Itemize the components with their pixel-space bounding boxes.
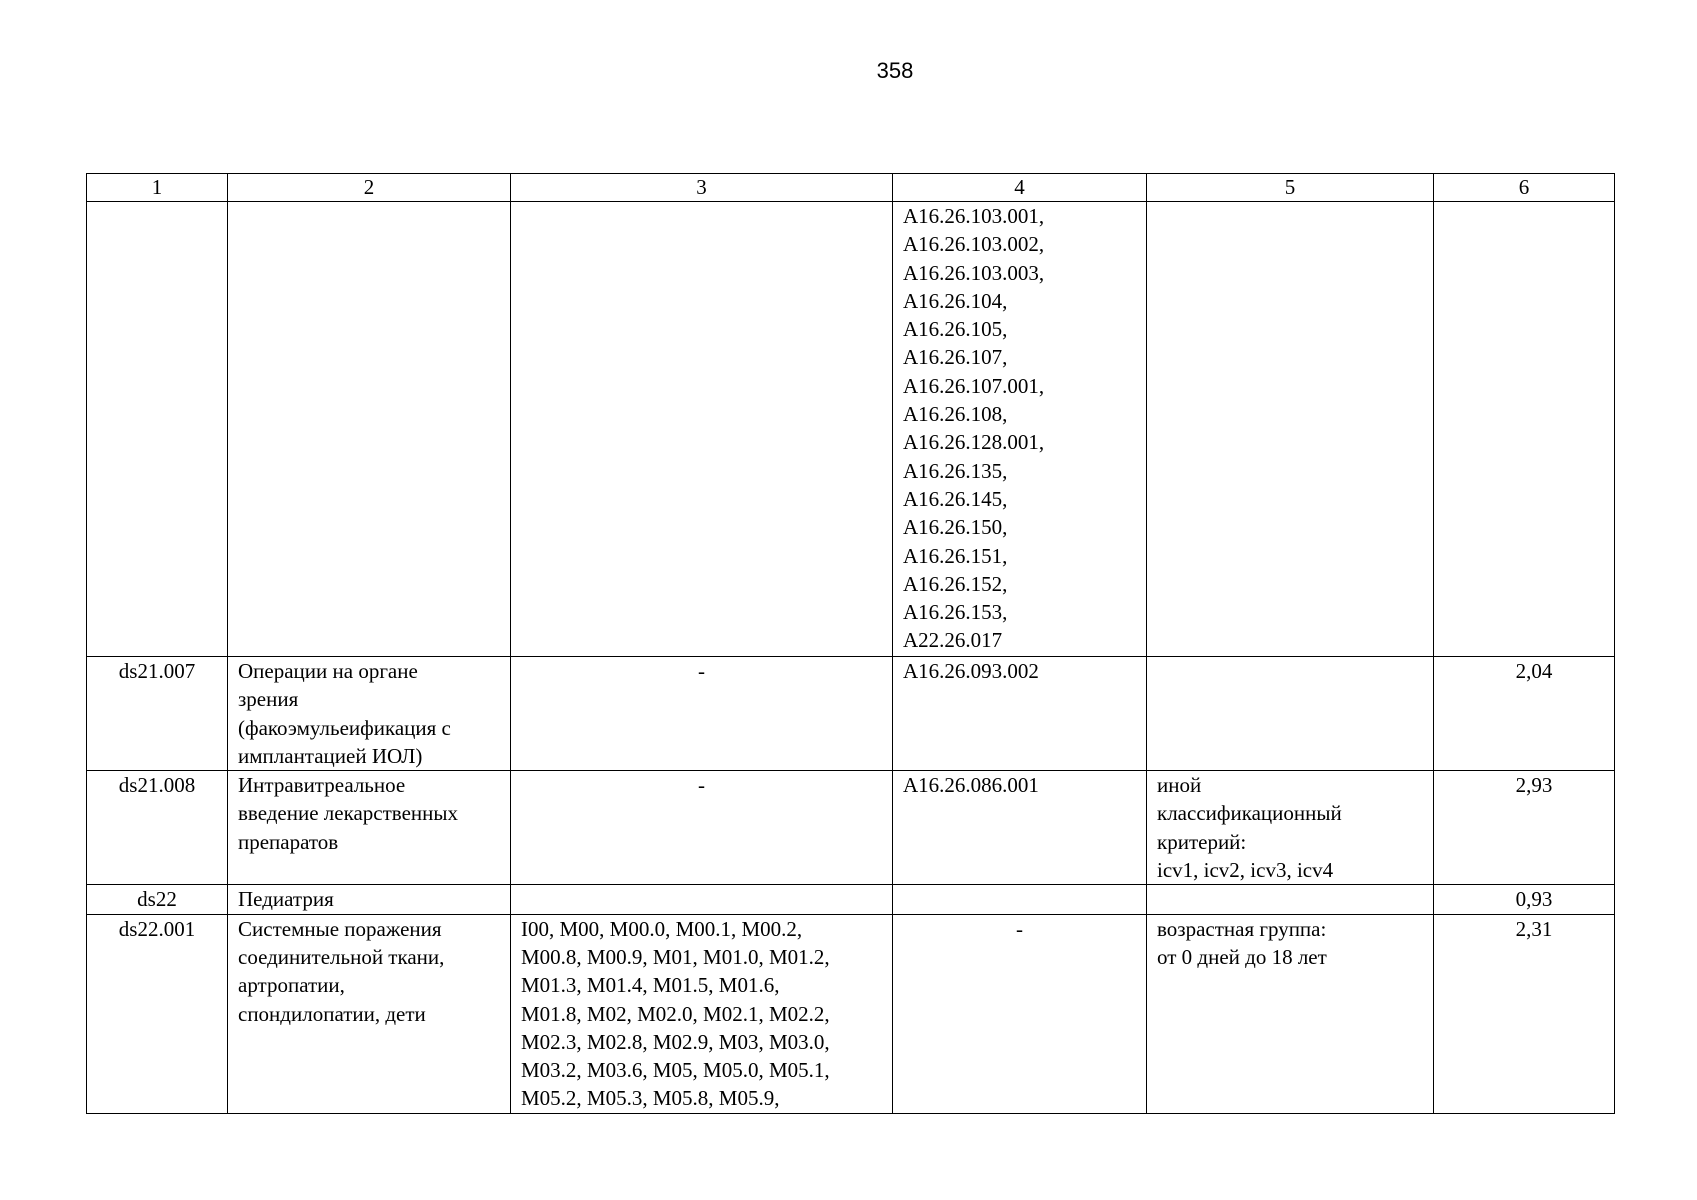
service-code: A16.26.103.002, [903,232,1045,257]
table-header-row [87,174,1615,202]
cell-name [228,885,511,914]
cell-name [228,657,511,771]
cell-services: A16.26.093.002 [893,657,1147,771]
service-code: A16.26.128.001, [903,430,1045,455]
table-row [87,202,1615,657]
service-code: A16.26.104, [903,288,1008,313]
cell-code: ds22 [87,885,228,914]
diagnosis-line: M00.8, M00.9, M01, M01.0, M01.2, [521,944,830,969]
cell-criteria [1147,771,1434,885]
service-code: A16.26.108, [903,402,1008,427]
cell-diagnosis: - [511,771,893,885]
service-code: A16.26.151, [903,543,1008,568]
service-code: A16.26.152, [903,571,1008,596]
column-header-4: 4 [893,174,1147,202]
name-line: соединительной ткани, [238,944,445,969]
service-code: A16.26.153, [903,600,1008,625]
cell-code: ds21.007 [87,657,228,771]
tariff-table [86,173,1615,1114]
cell-code: ds22.001 [87,914,228,1113]
name-line: артропатии, [238,973,345,998]
cell-code: ds21.008 [87,771,228,885]
name-line: спондилопатии, дети [238,1001,426,1026]
cell-services [893,885,1147,914]
cell-name [228,202,511,657]
criteria-line: иной [1157,773,1202,798]
column-header-2: 2 [228,174,511,202]
cell-diagnosis [511,202,893,657]
service-code: A16.26.135, [903,458,1008,483]
service-code: A16.26.107.001, [903,373,1045,398]
cell-services: A16.26.086.001 [893,771,1147,885]
table-row [87,914,1615,1113]
cell-diagnosis [511,914,893,1113]
page-number: 358 [876,58,914,83]
criteria-line: критерий: [1157,829,1247,854]
cell-coefficient: 2,93 [1434,771,1615,885]
criteria-line: возрастная группа: [1157,916,1327,941]
criteria-line: от 0 дней до 18 лет [1157,944,1327,969]
cell-diagnosis [511,885,893,914]
table-row [87,657,1615,771]
table-row [87,885,1615,914]
service-code: A16.26.145, [903,486,1008,511]
cell-services: - [893,914,1147,1113]
cell-name [228,771,511,885]
service-code: A22.26.017 [903,628,1003,653]
name-line: Системные поражения [238,916,442,941]
cell-criteria [1147,202,1434,657]
diagnosis-line: M03.2, M03.6, M05, M05.0, M05.1, [521,1058,830,1083]
cell-name [228,914,511,1113]
name-line: Интравитреальное [238,773,406,798]
service-code: A16.26.107, [903,345,1008,370]
name-line: (факоэмульеификация с [238,715,451,740]
cell-criteria [1147,657,1434,771]
cell-diagnosis: - [511,657,893,771]
service-code: A16.26.103.003, [903,260,1045,285]
cell-criteria [1147,885,1434,914]
service-code: A16.26.150, [903,515,1008,540]
cell-coefficient [1434,202,1615,657]
name-line: имплантацией ИОЛ) [238,743,423,768]
diagnosis-line: M05.2, M05.3, M05.8, M05.9, [521,1086,780,1111]
cell-code [87,202,228,657]
cell-criteria [1147,914,1434,1113]
diagnosis-line: I00, M00, M00.0, M00.1, M00.2, [521,916,803,941]
name-line: препаратов [238,829,339,854]
column-header-1: 1 [87,174,228,202]
criteria-line: icv1, icv2, icv3, icv4 [1157,858,1334,883]
cell-coefficient: 2,04 [1434,657,1615,771]
cell-services [893,202,1147,657]
column-header-6: 6 [1434,174,1615,202]
name-line: введение лекарственных [238,801,459,826]
criteria-line: классификационный [1157,801,1342,826]
cell-coefficient: 2,31 [1434,914,1615,1113]
name-line: Педиатрия [238,887,334,912]
name-line: зрения [238,687,299,712]
diagnosis-line: M02.3, M02.8, M02.9, M03, M03.0, [521,1029,830,1054]
name-line: Операции на органе [238,659,418,683]
service-code: A16.26.103.001, [903,204,1045,228]
column-header-3: 3 [511,174,893,202]
diagnosis-line: M01.8, M02, M02.0, M02.1, M02.2, [521,1001,830,1026]
service-code: A16.26.105, [903,317,1008,342]
diagnosis-line: M01.3, M01.4, M01.5, M01.6, [521,973,780,998]
cell-coefficient: 0,93 [1434,885,1615,914]
column-header-5: 5 [1147,174,1434,202]
table-row [87,771,1615,885]
